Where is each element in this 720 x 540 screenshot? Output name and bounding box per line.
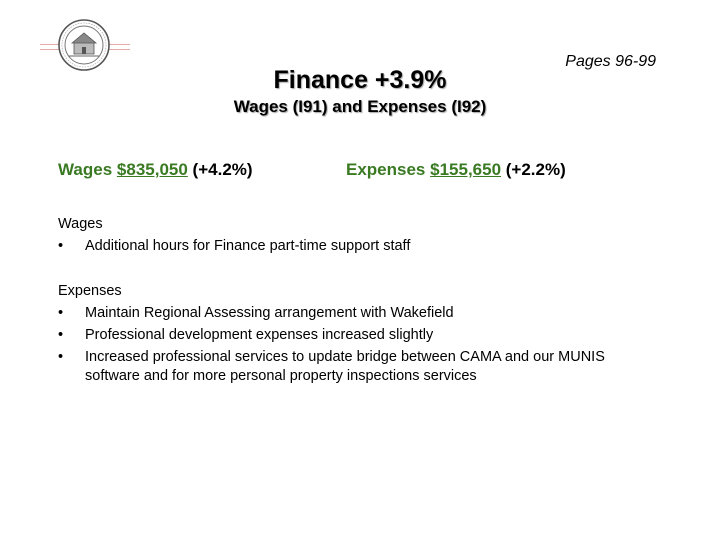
bullet-glyph: • bbox=[58, 238, 64, 254]
bullet-glyph: • bbox=[58, 349, 64, 365]
wages-section-heading: Wages bbox=[58, 216, 103, 232]
bullet-glyph: • bbox=[58, 305, 64, 321]
expenses-section-heading: Expenses bbox=[58, 283, 122, 299]
list-item-text: Increased professional services to update bridge between CAMA and our MUNIS software and for more personal property inspections services bbox=[85, 349, 605, 384]
wages-summary bbox=[58, 160, 253, 180]
expenses-summary-change: (+2.2%) bbox=[505, 160, 566, 179]
expenses-summary-amount[interactable]: $155,650 bbox=[430, 160, 502, 179]
wages-summary-change: (+4.2%) bbox=[192, 160, 253, 179]
expenses-summary bbox=[346, 160, 566, 180]
list-item-text: Professional development expenses increased slightly bbox=[85, 327, 434, 343]
list-item-text: Additional hours for Finance part-time support staff bbox=[85, 238, 411, 254]
list-item-text: Maintain Regional Assessing arrangement with Wakefield bbox=[85, 305, 454, 321]
wages-summary-amount[interactable]: $835,050 bbox=[116, 160, 188, 179]
pages-reference: Pages 96-99 bbox=[565, 53, 656, 70]
bullet-glyph: • bbox=[58, 327, 64, 343]
title-block bbox=[0, 64, 720, 118]
page-subtitle: Wages (I91) and Expenses (I92) bbox=[233, 97, 487, 116]
page-title: Finance +3.9% bbox=[273, 66, 447, 94]
expenses-summary-label: Expenses bbox=[346, 160, 426, 179]
wages-summary-label: Wages bbox=[58, 160, 113, 179]
